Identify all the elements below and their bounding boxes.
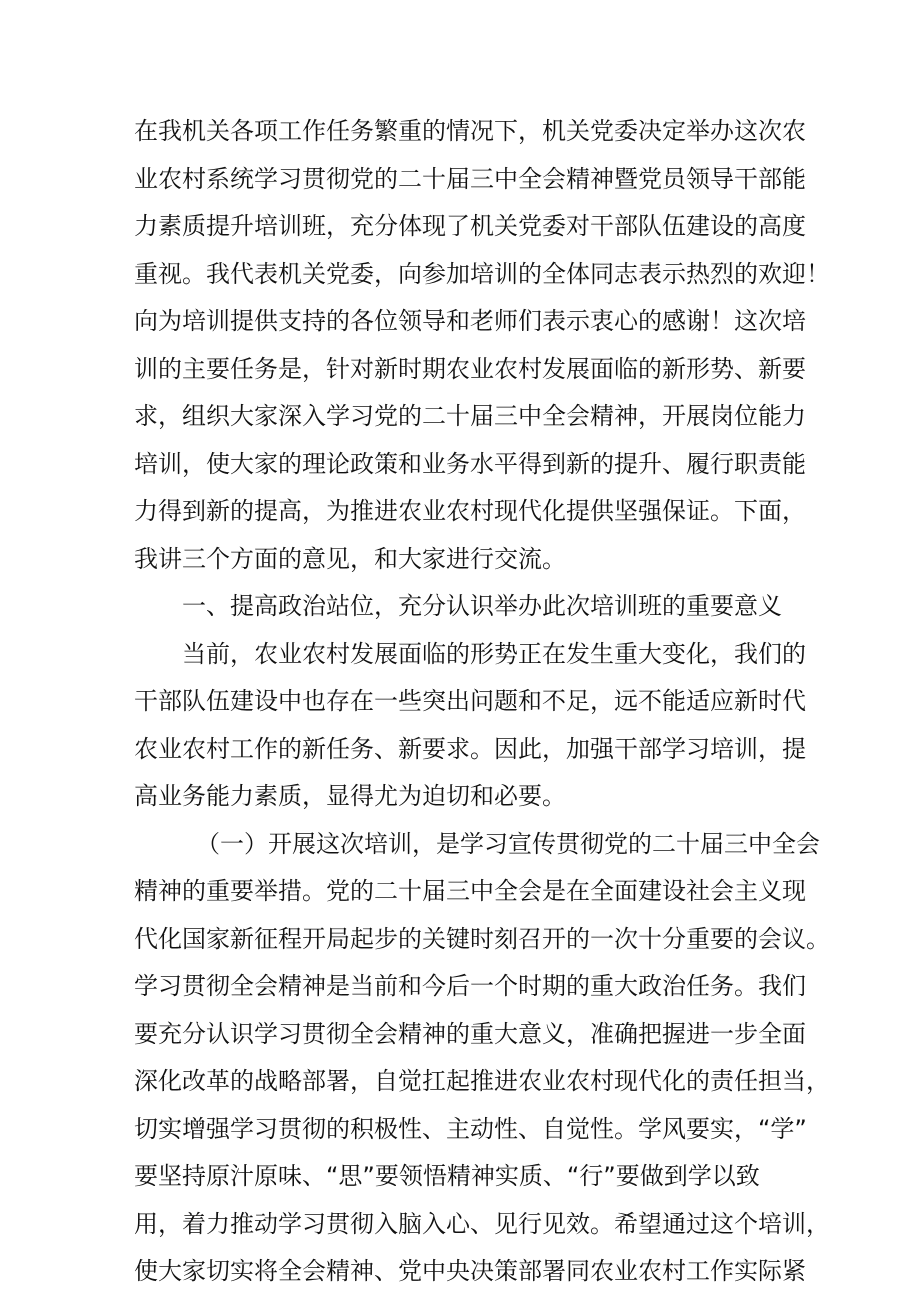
text-line: 切实增强学习贯彻的积极性、主动性、自觉性。学风要实，“学” <box>134 1114 807 1143</box>
text-line: 向为培训提供支持的各位领导和老师们表示衷心的感谢！这次培 <box>134 307 806 335</box>
text-line: 农业农村工作的新任务、新要求。因此，加强干部学习培训，提 <box>134 734 806 763</box>
text-line: 用，着力推动学习贯彻入脑入心、见行见效。希望通过这个培训， <box>134 1209 830 1238</box>
text-line: 培训，使大家的理论政策和业务水平得到新的提升、履行职责能 <box>134 449 806 478</box>
text-line: 业农村系统学习贯彻党的二十届三中全会精神暨党员领导干部能 <box>134 164 806 193</box>
text-line: 学习贯彻全会精神是当前和今后一个时期的重大政治任务。我们 <box>134 972 806 1000</box>
text-line: 力素质提升培训班，充分体现了机关党委对干部队伍建设的高度 <box>134 212 806 240</box>
text-line: 求，组织大家深入学习党的二十届三中全会精神，开展岗位能力 <box>134 402 806 430</box>
text-line: 干部队伍建设中也存在一些突出问题和不足，远不能适应新时代 <box>134 687 806 715</box>
text-line: 在我机关各项工作任务繁重的情况下，机关党委决定举办这次农 <box>134 117 806 145</box>
text-line: 当前，农业农村发展面临的形势正在发生重大变化，我们的 <box>182 639 806 668</box>
document-body <box>134 108 830 1296</box>
text-line: 我讲三个方面的意见，和大家进行交流。 <box>134 544 566 573</box>
text-line: 精神的重要举措。党的二十届三中全会是在全面建设社会主义现 <box>134 877 806 905</box>
text-line: 要充分认识学习贯彻全会精神的重大意义，准确把握进一步全面 <box>134 1019 806 1048</box>
text-line: 代化国家新征程开局起步的关键时刻召开的一次十分重要的会议。 <box>134 924 830 953</box>
text-line: 要坚持原汁原味、“思”要领悟精神实质、“行”要做到学以致 <box>134 1162 760 1190</box>
text-line: 重视。我代表机关党委，向参加培训的全体同志表示热烈的欢迎！ <box>134 259 830 288</box>
subsection-line: （一）开展这次培训，是学习宣传贯彻党的二十届三中全会 <box>196 829 820 858</box>
text-line: 深化改革的战略部署，自觉扛起推进农业农村现代化的责任担当， <box>134 1067 830 1095</box>
text-line: 力得到新的提高，为推进农业农村现代化提供坚强保证。下面， <box>134 497 806 525</box>
text-line: 使大家切实将全会精神、党中央决策部署同农业农村工作实际紧 <box>134 1257 806 1285</box>
text-line: 高业务能力素质，显得尤为迫切和必要。 <box>134 782 566 810</box>
section-heading: 一、提高政治站位，充分认识举办此次培训班的重要意义 <box>182 592 782 620</box>
text-line: 训的主要任务是，针对新时期农业农村发展面临的新形势、新要 <box>134 354 806 383</box>
